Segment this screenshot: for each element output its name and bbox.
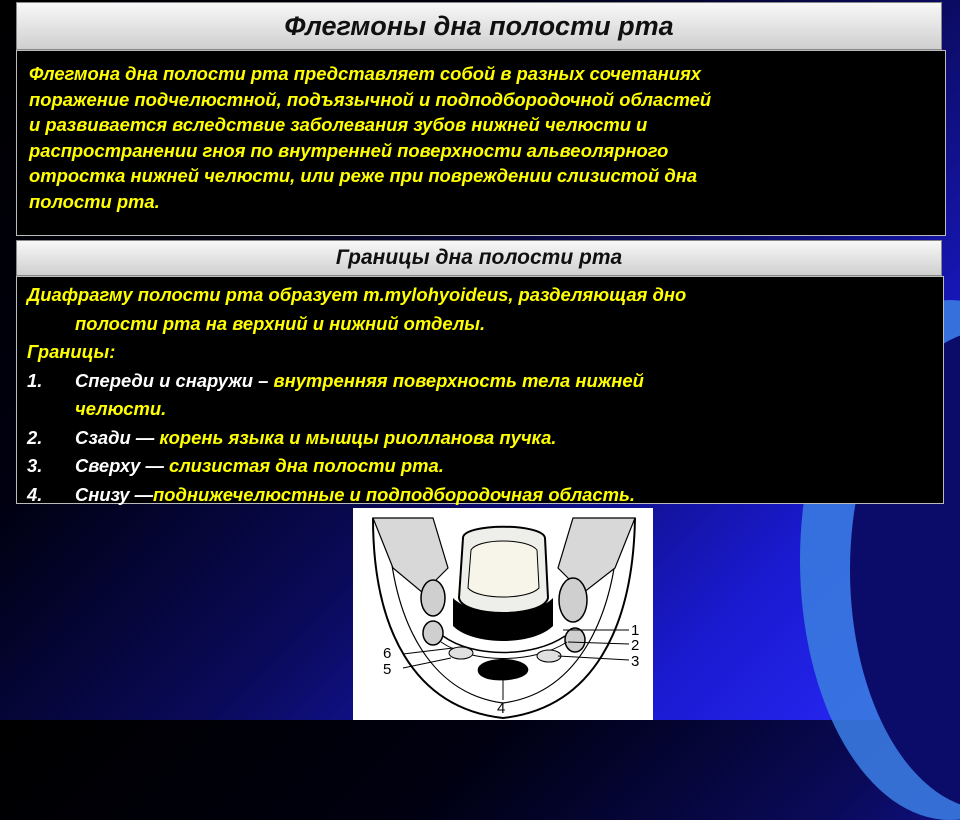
definition-line: Флегмона дна полости рта представляет собой в разных сочетаниях [29,63,702,84]
boundary-item [27,452,933,481]
boundaries-box [16,276,944,504]
figure-label-4: 4 [497,700,506,717]
anatomy-cross-section-drawing [353,508,653,720]
boundary-term: Спереди и снаружи – [75,369,269,391]
boundary-term: Сзади — [75,426,155,448]
title-banner [16,2,942,50]
definition-line: отростка нижней челюсти, или реже при повреждении слизистой дна [29,165,698,187]
boundary-item [27,481,933,510]
boundary-number: 1. [27,369,43,391]
boundary-text: слизистая дна полости рта. [163,455,444,476]
boundary-term: Сверху — [75,455,164,476]
boundary-number: 3. [27,455,43,476]
boundary-item [27,424,933,453]
page-title: Флегмоны дна полости рта [284,10,674,41]
boundaries-label: Границы: [27,341,116,362]
definition-line: поражение подчелюстной, подъязычной и подподбородочной областей [29,88,712,110]
boundary-text: внутренняя поверхность тела нижней [268,369,644,391]
boundary-term: Снизу — [75,483,154,505]
definition-line: распространении гноя по внутренней поверхности альвеолярного [29,139,669,161]
figure-label-2: 2 [631,637,640,654]
figure-label-5: 5 [383,661,392,678]
anatomy-figure [353,508,653,720]
figure-label-6: 6 [383,645,392,662]
boundaries-header: Границы дна полости рта [335,246,623,269]
figure-label-1: 1 [631,622,640,639]
definition-box [16,50,946,236]
figure-label-3: 3 [631,653,640,670]
boundary-number: 2. [27,426,43,448]
boundary-text: корень языка и мышцы риолланова пучка. [154,426,557,448]
boundaries-header-banner [16,240,942,276]
boundaries-intro-line: Диафрагму полости рта образует m.mylohyoideus, разделяющая дно [27,284,687,305]
boundaries-intro-line: полости рта на верхний и нижний отделы. [75,312,486,334]
definition-line: полости рта. [29,190,160,212]
boundary-number: 4. [27,483,43,505]
boundary-continuation: челюсти. [75,398,167,419]
boundary-text: поднижечелюстные и подподбородочная область. [153,483,635,505]
definition-line: и развивается вследствие заболевания зубов нижней челюсти и [29,114,648,136]
boundary-item [27,367,933,396]
